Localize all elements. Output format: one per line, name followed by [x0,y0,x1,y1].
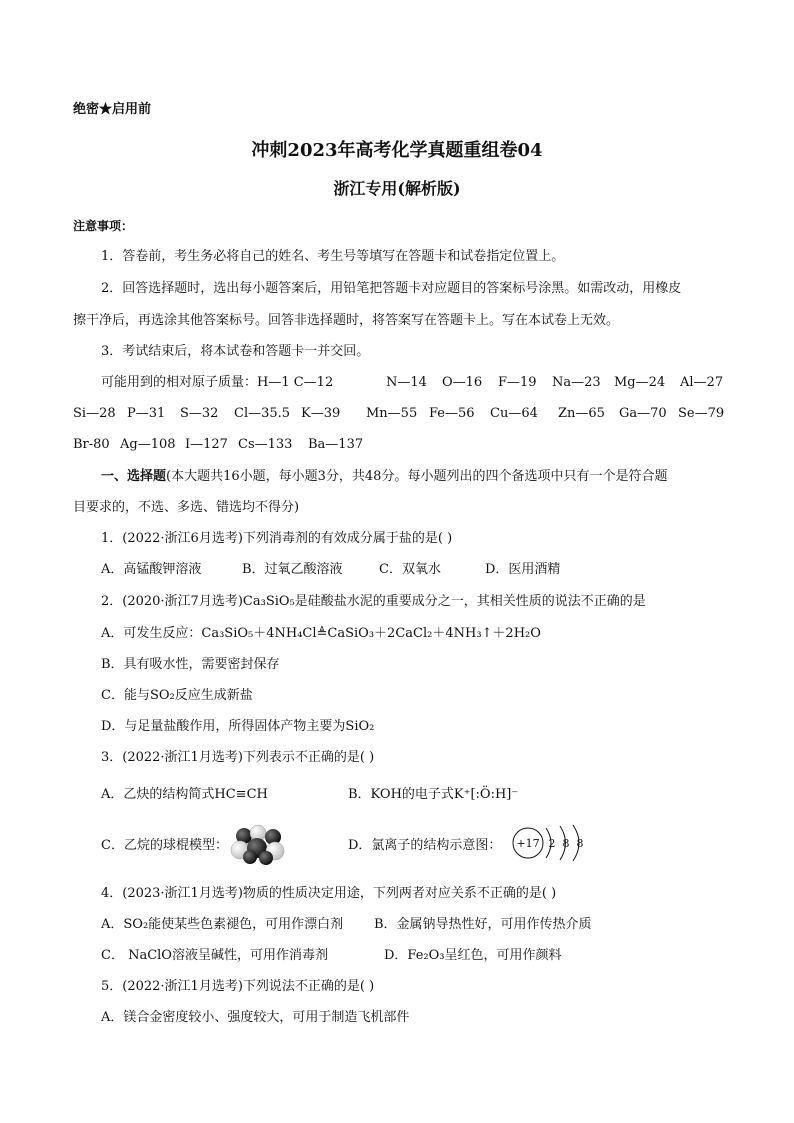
question-4-option-b: B．金属钠导热性好，可用作传热介质 [374,917,592,932]
question-3-option-a: A．乙炔的结构简式HC≡CH [101,787,268,802]
question-4-stem: 4．(2023·浙江1月选考)物质的性质决定用途，下列两者对应关系不正确的是( ) [101,886,557,901]
confidential-label: 绝密★启用前 [73,102,152,117]
exam-subtitle: 浙江专用(解析版) [333,179,461,198]
notice-item-3: 3．考试结束后，将本试卷和答题卡一并交回。 [101,344,370,359]
mass-ga: Ga—70 [619,406,667,421]
mass-cu: Cu—64 [490,406,538,421]
mass-n: N—14 [386,375,427,390]
mass-k: K—39 [301,406,341,421]
question-3-option-c-label: C．乙烷的球棍模型： [101,838,228,853]
exam-title: 冲刺2023年高考化学真题重组卷04 [251,140,543,161]
mass-zn: Zn—65 [558,406,605,421]
notice-item-1: 1．答卷前，考生务必将自己的姓名、考生号等填写在答题卡和试卷指定位置上。 [101,249,565,264]
mass-f: F—19 [498,375,537,390]
notice-heading: 注意事项： [73,219,134,233]
question-3-option-b: B．KOH的电子式K⁺[:Ö:H]⁻ [348,787,519,802]
chloride-ion-structure-diagram [510,822,594,864]
question-1-stem: 1．(2022·浙江6月选考)下列消毒剂的有效成分属于盐的是( ) [101,531,453,546]
question-3-option-d-label: D．氯离子的结构示意图： [348,838,502,853]
question-4-option-d: D．Fe₂O₃呈红色，可用作颜料 [384,948,562,963]
question-4-option-c: C． NaClO溶液呈碱性，可用作消毒剂 [101,948,328,963]
question-3-stem: 3．(2022·浙江1月选考)下列表示不正确的是( ) [101,750,375,765]
mass-p: P—31 [127,406,166,421]
question-5-option-a: A．镁合金密度较小、强度较大，可用于制造飞机部件 [101,1010,410,1025]
question-3-option-d [348,837,501,855]
mass-si: Si—28 [73,406,116,421]
question-2-option-c: C．能与SO₂反应生成新盐 [101,688,253,703]
question-4-option-a: A．SO₂能使某些色素褪色，可用作漂白剂 [101,917,344,932]
question-5-stem: 5．(2022·浙江1月选考)下列说法不正确的是( ) [101,979,375,994]
mass-na: Na—23 [552,375,601,390]
notice-item-2-line-2: 擦干净后，再选涂其他答案标号。回答非选择题时，将答案写在答题卡上。写在本试卷上无效。 [73,313,620,328]
section-1-heading [101,468,667,486]
section-1-heading-rest: (本大题共16小题，每小题3分，共48分。每小题列出的四个备选项中只有一个是符合题 [166,469,668,484]
mass-mg: Mg—24 [614,375,666,390]
notice-item-2-line-1: 2．回答选择题时，选出每小题答案后，用铅笔把答题卡对应题目的答案标号涂黑。如需改动，用橡皮 [101,281,682,296]
mass-br: Br-80 [73,437,110,452]
question-2-stem [101,593,646,611]
question-1-option-d: D．医用酒精 [485,562,561,577]
section-1-heading-line-2: 目要求的，不选、多选、错选均不得分) [73,500,300,515]
mass-cl: Cl—35.5 [234,406,291,421]
mass-mn: Mn—55 [366,406,418,421]
question-1-option-b: B．过氧乙酸溶液 [242,562,343,577]
mass-ba: Ba—137 [308,437,364,452]
mass-al: Al—27 [680,375,724,390]
shell-2-electrons: 8 [562,837,570,850]
mass-o: O—16 [442,375,483,390]
mass-s: S—32 [180,406,219,421]
mass-intro: 可能用到的相对原子质量：H—1 C—12 [101,375,334,390]
mass-cs: Cs—133 [238,437,293,452]
question-2-option-a: A．可发生反应：Ca₃SiO₅＋4NH₄Cl≜CaSiO₃＋2CaCl₂＋4NH₃↑＋2H₂O [101,626,541,641]
mass-se: Se—79 [678,406,725,421]
question-3-option-c [101,837,228,855]
shell-3-electrons: 8 [576,837,584,850]
mass-i: I—127 [185,437,228,452]
question-1-option-a: A．高锰酸钾溶液 [101,562,202,577]
ethane-ball-stick-model-image [228,824,290,866]
question-2-stem-text: 是硅酸盐水泥的重要成分之一，其相关性质的说法不正确的是 [294,594,646,609]
question-1-option-c: C．双氧水 [379,562,441,577]
section-1-heading-bold: 一、选择题 [101,469,167,484]
question-2-formula: Ca₃SiO₅ [242,594,295,609]
question-2-source: 2．(2020·浙江7月选考) [101,594,243,609]
question-2-option-d: D．与足量盐酸作用，所得固体产物主要为SiO₂ [101,719,375,734]
mass-ag: Ag—108 [120,437,176,452]
shell-1-electrons: 2 [548,837,556,850]
question-2-option-b: B．具有吸水性，需要密封保存 [101,657,280,672]
nucleus-charge: +17 [516,837,540,850]
mass-fe: Fe—56 [429,406,475,421]
